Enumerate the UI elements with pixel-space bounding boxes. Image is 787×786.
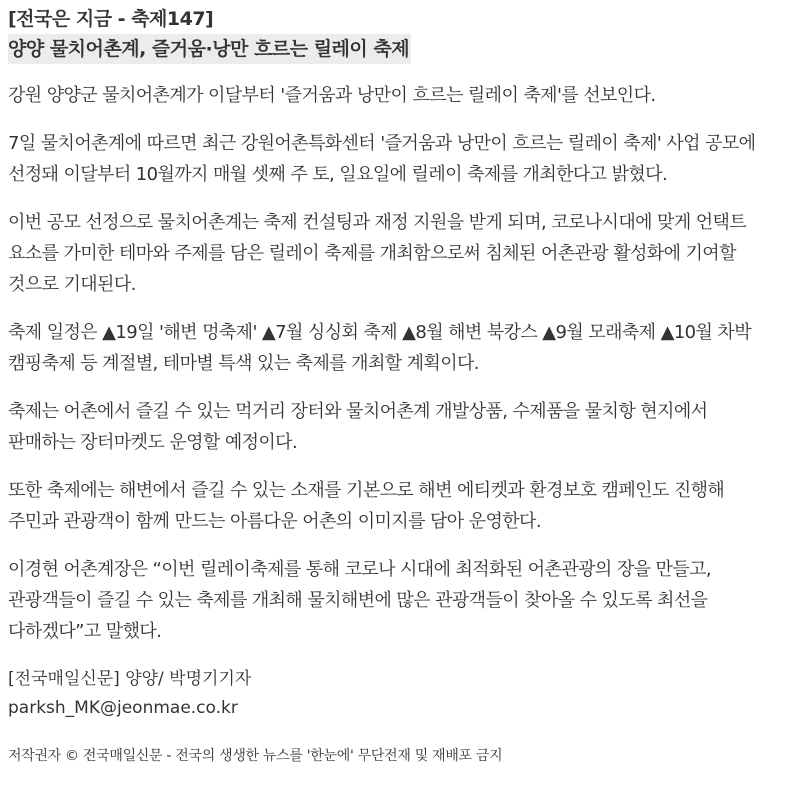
headline-highlight	[8, 34, 411, 64]
byline: [전국매일신문] 양양/ 박명기기자	[8, 669, 252, 689]
article-headline: 양양 물치어촌계, 즐거움·낭만 흐르는 릴레이 축제	[8, 38, 410, 60]
reporter-email[interactable]: parksh_MK@jeonmae.co.kr	[8, 698, 238, 718]
paragraph-expectation: 이번 공모 선정으로 물치어촌계는 축제 컨설팅과 재정 지원을 받게 되며, 코로나시대에 맞게 언택트 요소를 가미한 테마와 주제를 담은 릴레이 축제를 개최함으로써 침체된 어촌관광 활성화에 기여할 것으로 기대된다.	[8, 212, 747, 295]
paragraph-campaign: 또한 축제에는 해변에서 즐길 수 있는 소재를 기본으로 해변 에티켓과 환경보호 캠페인도 진행해 주민과 관광객이 함께 만드는 아름다운 어촌의 이미지를 담아 운영한다.	[8, 480, 725, 532]
article-header	[8, 4, 778, 64]
article-body	[8, 80, 778, 722]
paragraph-intro: 강원 양양군 물치어촌계가 이달부터 '즐거움과 낭만이 흐르는 릴레이 축제'를 선보인다.	[8, 85, 656, 106]
copyright-notice: 저작권자 © 전국매일신문 - 전국의 생생한 뉴스를 '한눈에' 무단전재 및 재배포 금지	[8, 748, 503, 764]
paragraph-schedule: 축제 일정은 ▲19일 '해변 멍축제' ▲7월 싱싱회 축제 ▲8월 해변 북캉스 ▲9월 모래축제 ▲10월 차박 캠핑축제 등 계절별, 테마별 특색 있는 축제를 개최할 계획이다.	[8, 322, 752, 374]
paragraph-selection: 7일 물치어촌계에 따르면 최근 강원어촌특화센터 '즐거움과 낭만이 흐르는 릴레이 축제' 사업 공모에 선정돼 이달부터 10월까지 매월 셋째 주 토, 일요일에 릴레이 축제를 개최한다고 밝혔다.	[8, 133, 756, 185]
series-title: [전국은 지금 - 축제147]	[8, 8, 214, 30]
paragraph-market: 축제는 어촌에서 즐길 수 있는 먹거리 장터와 물치어촌계 개발상품, 수제품을 물치항 현지에서 판매하는 장터마켓도 운영할 예정이다.	[8, 401, 708, 453]
paragraph-quote: 이경현 어촌계장은 “이번 릴레이축제를 통해 코로나 시대에 최적화된 어촌관광의 장을 만들고, 관광객들이 즐길 수 있는 축제를 개최해 물치해변에 많은 관광객들이 찾아올 수 있도록 최선을 다하겠다”고 말했다.	[8, 559, 712, 642]
